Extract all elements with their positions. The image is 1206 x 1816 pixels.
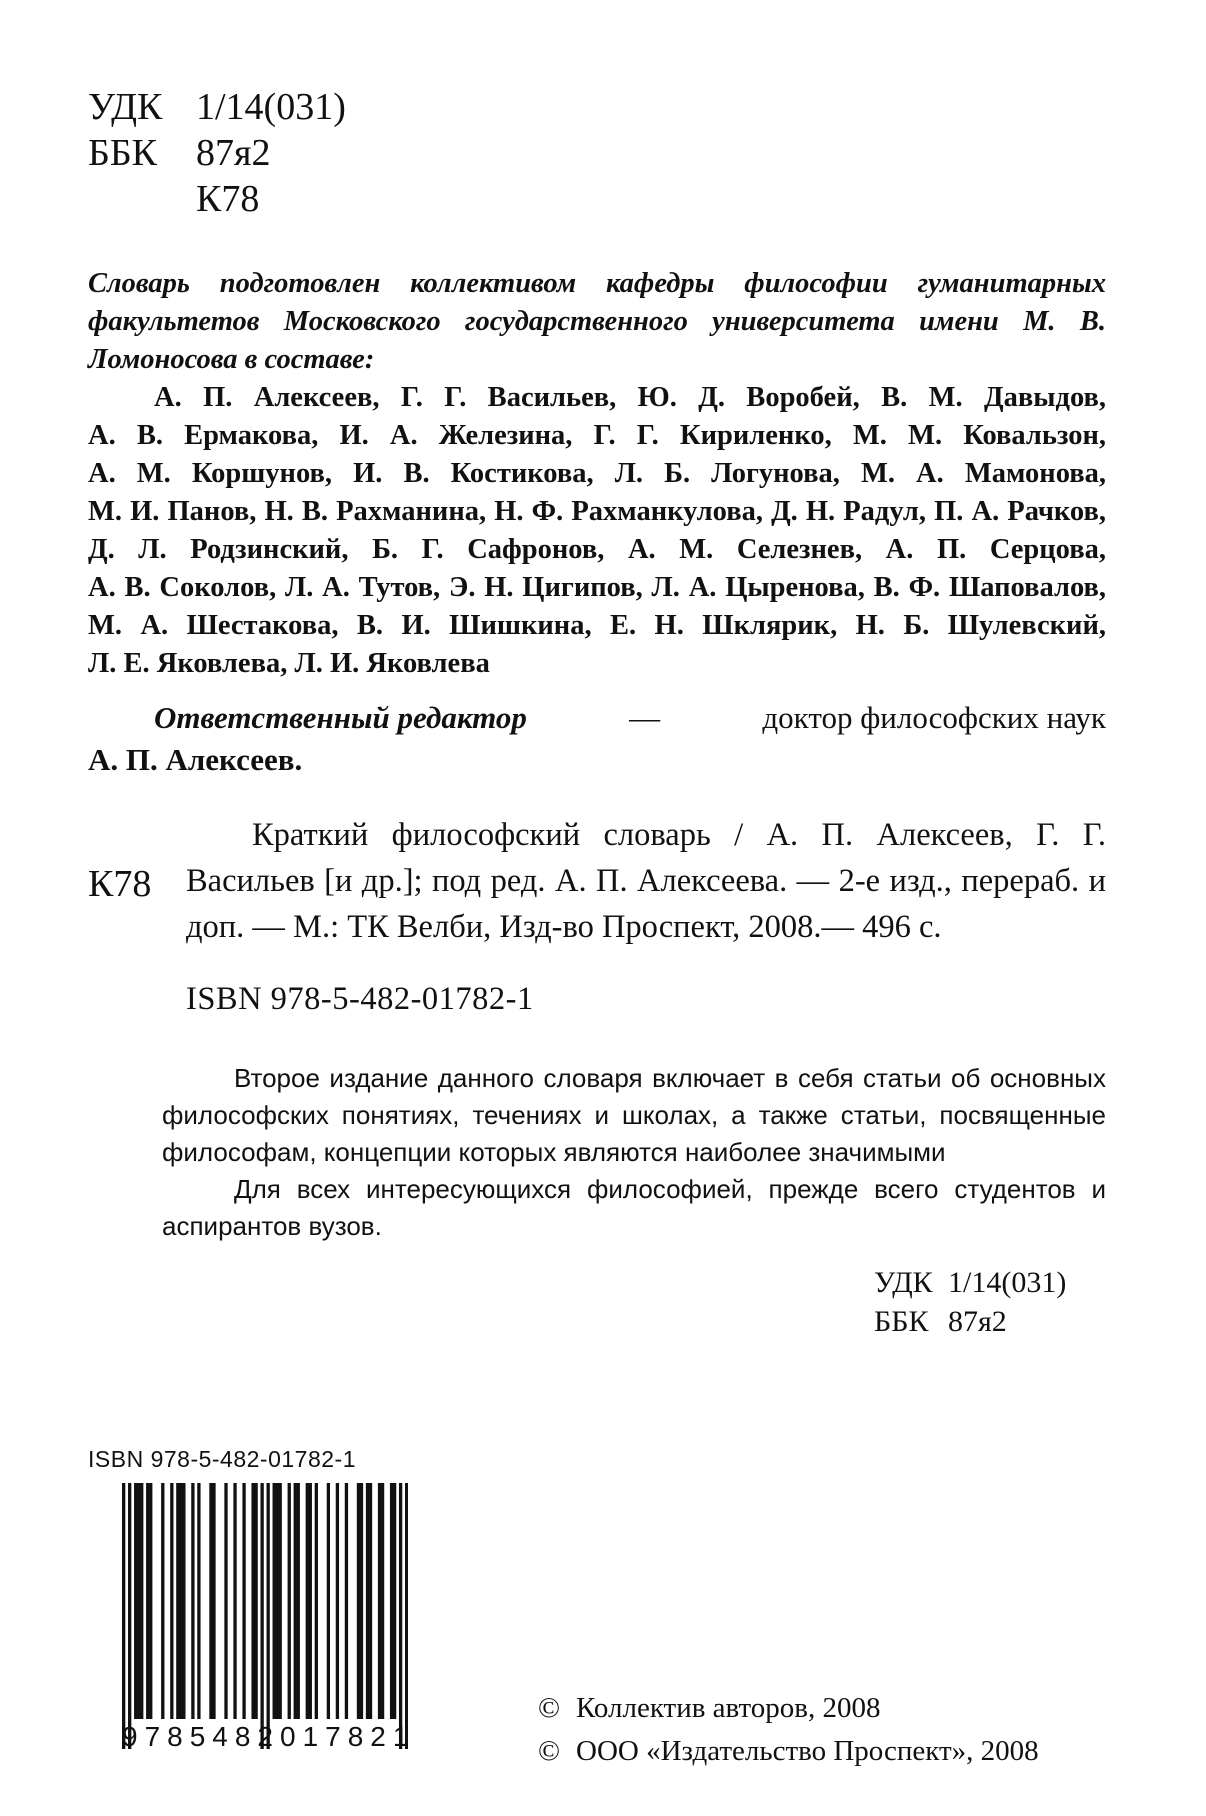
annotation-udk-value: 1/14(031) bbox=[948, 1266, 1067, 1299]
barcode-digits: 9785482017821 bbox=[122, 1721, 416, 1752]
barcode-bar bbox=[369, 1483, 372, 1719]
cutter-code: К78 bbox=[196, 178, 260, 220]
barcode-bar bbox=[212, 1483, 215, 1719]
author-name: И. В. Костикова, bbox=[353, 458, 594, 489]
barcode-bar bbox=[336, 1483, 339, 1719]
author-name: А. В. Соколов, bbox=[88, 572, 277, 603]
author-name: Д. Н. Радул, bbox=[771, 496, 927, 527]
barcode-graphic bbox=[122, 1483, 408, 1749]
author-name: М. А. Шестакова, bbox=[88, 610, 339, 641]
author-name: М. М. Ковальзон, bbox=[852, 420, 1107, 451]
barcode-bar bbox=[309, 1483, 312, 1719]
isbn-number: ISBN 978-5-482-01782-1 bbox=[186, 981, 534, 1017]
copyright-line-2 bbox=[538, 1733, 1039, 1769]
responsible-editor bbox=[88, 697, 1106, 781]
barcode-bar bbox=[294, 1483, 297, 1719]
udk-line bbox=[88, 84, 346, 130]
author-name: В. И. Шишкина, bbox=[356, 610, 592, 641]
author-name: А. В. Ермакова, bbox=[88, 420, 319, 451]
author-name: В. Ф. Шаповалов, bbox=[873, 572, 1107, 603]
barcode-bar bbox=[399, 1483, 402, 1749]
author-name: Б. Г. Сафронов, bbox=[372, 534, 605, 565]
author-name: Д. Л. Родзинский, bbox=[88, 534, 349, 565]
copyright-icon: © bbox=[538, 1735, 561, 1767]
barcode-bar bbox=[233, 1483, 236, 1719]
annotation-paragraph-2: Для всех интересующихся философией, прежде всего студентов и аспирантов вузов. bbox=[162, 1174, 1106, 1241]
barcode-bar bbox=[149, 1483, 152, 1719]
copyright-text-2: ООО «Издательство Проспект», 2008 bbox=[576, 1735, 1039, 1767]
author-name: Э. Н. Цигипов, bbox=[448, 572, 643, 603]
author-name: И. А. Железина, bbox=[339, 420, 573, 451]
author-name: А. П. Алексеев, bbox=[154, 382, 380, 413]
author-name: Н. Б. Шулевский, bbox=[855, 610, 1106, 641]
barcode-bar bbox=[128, 1483, 131, 1749]
barcode-bar bbox=[297, 1483, 300, 1719]
authors-list bbox=[88, 379, 1106, 683]
barcode-bar bbox=[381, 1483, 384, 1719]
copyright-line-1 bbox=[538, 1690, 881, 1726]
barcode-bar bbox=[140, 1483, 143, 1719]
author-name: Г. Г. Васильев, bbox=[400, 382, 617, 413]
bibliographic-description: Краткий философский словарь / А. П. Алексеев, Г. Г. Васильев [и др.]; под ред. А. П. Алексеева. — 2-е изд., перераб. и доп. — М.: ТК Велби, Изд-во Проспект, 2008.— 496 с. bbox=[186, 817, 1106, 945]
author-name: М. И. Панов, bbox=[88, 496, 257, 527]
annotation-udk-label: УДК bbox=[874, 1266, 933, 1299]
editors-intro: Словарь подготовлен коллективом кафедры философии гуманитарных факультетов Московского государственного университета имени М. В. Ломоносова в составе: bbox=[88, 268, 1106, 375]
barcode-bar bbox=[191, 1483, 194, 1719]
barcode bbox=[122, 1483, 408, 1749]
biblio-cutter: К78 bbox=[88, 863, 152, 905]
author-name: Л. А. Тутов, bbox=[285, 572, 441, 603]
annotation-paragraph-1: Второе издание данного словаря включает в себя статьи об основных философских понятиях, течениях и школах, а также статьи, посвященные философам, концепции которых являются наиболее значимыми bbox=[162, 1063, 1106, 1167]
annotation-bbk-label: ББК bbox=[874, 1305, 929, 1338]
barcode-bar bbox=[276, 1483, 279, 1719]
barcode-bar bbox=[393, 1483, 396, 1719]
barcode-bar bbox=[267, 1483, 270, 1749]
barcode-isbn-caption: ISBN 978-5-482-01782-1 bbox=[88, 1446, 356, 1472]
barcode-bar bbox=[327, 1483, 330, 1719]
annotation bbox=[162, 1060, 1106, 1245]
bbk-value: 87я2 bbox=[196, 132, 271, 174]
barcode-bar bbox=[315, 1483, 318, 1719]
barcode-bar bbox=[224, 1483, 227, 1719]
barcode-bar bbox=[279, 1483, 282, 1719]
responsible-editor-dash: — bbox=[629, 700, 661, 735]
udk-label: УДК bbox=[88, 86, 163, 128]
barcode-bar bbox=[345, 1483, 348, 1719]
barcode-bar bbox=[176, 1483, 179, 1719]
responsible-editor-degree: доктор философских наук bbox=[762, 700, 1106, 735]
author-name: Л. Е. Яковлева, bbox=[88, 648, 288, 679]
bbk-label: ББК bbox=[88, 132, 157, 174]
barcode-bar bbox=[251, 1483, 254, 1719]
author-name: П. А. Рачков, bbox=[934, 496, 1106, 527]
barcode-bar bbox=[179, 1483, 182, 1719]
barcode-bar bbox=[357, 1483, 360, 1719]
barcode-bar bbox=[288, 1483, 291, 1719]
author-name: М. А. Мамонова, bbox=[860, 458, 1106, 489]
barcode-bar bbox=[390, 1483, 393, 1719]
barcode-bar bbox=[182, 1483, 185, 1719]
barcode-bar bbox=[146, 1483, 149, 1719]
bbk-line bbox=[88, 130, 346, 176]
barcode-bar bbox=[197, 1483, 200, 1719]
author-name: Л. Б. Логунова, bbox=[614, 458, 840, 489]
barcode-bar bbox=[378, 1483, 381, 1719]
udk-value: 1/14(031) bbox=[196, 86, 346, 128]
annotation-bbk-value: 87я2 bbox=[948, 1305, 1007, 1338]
cutter-line bbox=[88, 176, 346, 222]
annotation-classification bbox=[874, 1263, 1066, 1341]
barcode-bar bbox=[405, 1483, 408, 1749]
barcode-bar bbox=[137, 1483, 140, 1719]
author-name: Е. Н. Шклярик, bbox=[610, 610, 838, 641]
responsible-editor-name: А. П. Алексеев. bbox=[88, 742, 303, 777]
barcode-bar bbox=[161, 1483, 164, 1719]
author-name: А. М. Коршунов, bbox=[88, 458, 333, 489]
author-name: Л. И. Яковлева bbox=[294, 648, 490, 679]
barcode-bar bbox=[273, 1483, 276, 1719]
author-name: Ю. Д. Воробей, bbox=[637, 382, 860, 413]
editors-block bbox=[88, 265, 1106, 781]
barcode-bar bbox=[260, 1483, 263, 1749]
barcode-bar bbox=[134, 1483, 137, 1719]
author-name: А. П. Серцова, bbox=[885, 534, 1106, 565]
copyright-text-1: Коллектив авторов, 2008 bbox=[576, 1692, 881, 1724]
responsible-editor-label: Ответственный редактор bbox=[154, 700, 527, 735]
barcode-bar bbox=[254, 1483, 257, 1719]
copyright-icon: © bbox=[538, 1692, 561, 1724]
barcode-bar bbox=[306, 1483, 309, 1719]
author-name: А. М. Селезнев, bbox=[627, 534, 863, 565]
barcode-bar bbox=[209, 1483, 212, 1719]
barcode-bar bbox=[170, 1483, 173, 1719]
barcode-bar bbox=[366, 1483, 369, 1719]
author-name: Н. В. Рахманина, bbox=[264, 496, 487, 527]
barcode-bar bbox=[242, 1483, 245, 1719]
author-name: Л. А. Цыренова, bbox=[651, 572, 865, 603]
barcode-bar bbox=[122, 1483, 125, 1749]
author-name: Н. Ф. Рахманкулова, bbox=[494, 496, 763, 527]
classification-block bbox=[88, 84, 346, 222]
author-name: В. М. Давыдов, bbox=[881, 382, 1106, 413]
author-name: Г. Г. Кириленко, bbox=[593, 420, 832, 451]
barcode-bar bbox=[360, 1483, 363, 1719]
